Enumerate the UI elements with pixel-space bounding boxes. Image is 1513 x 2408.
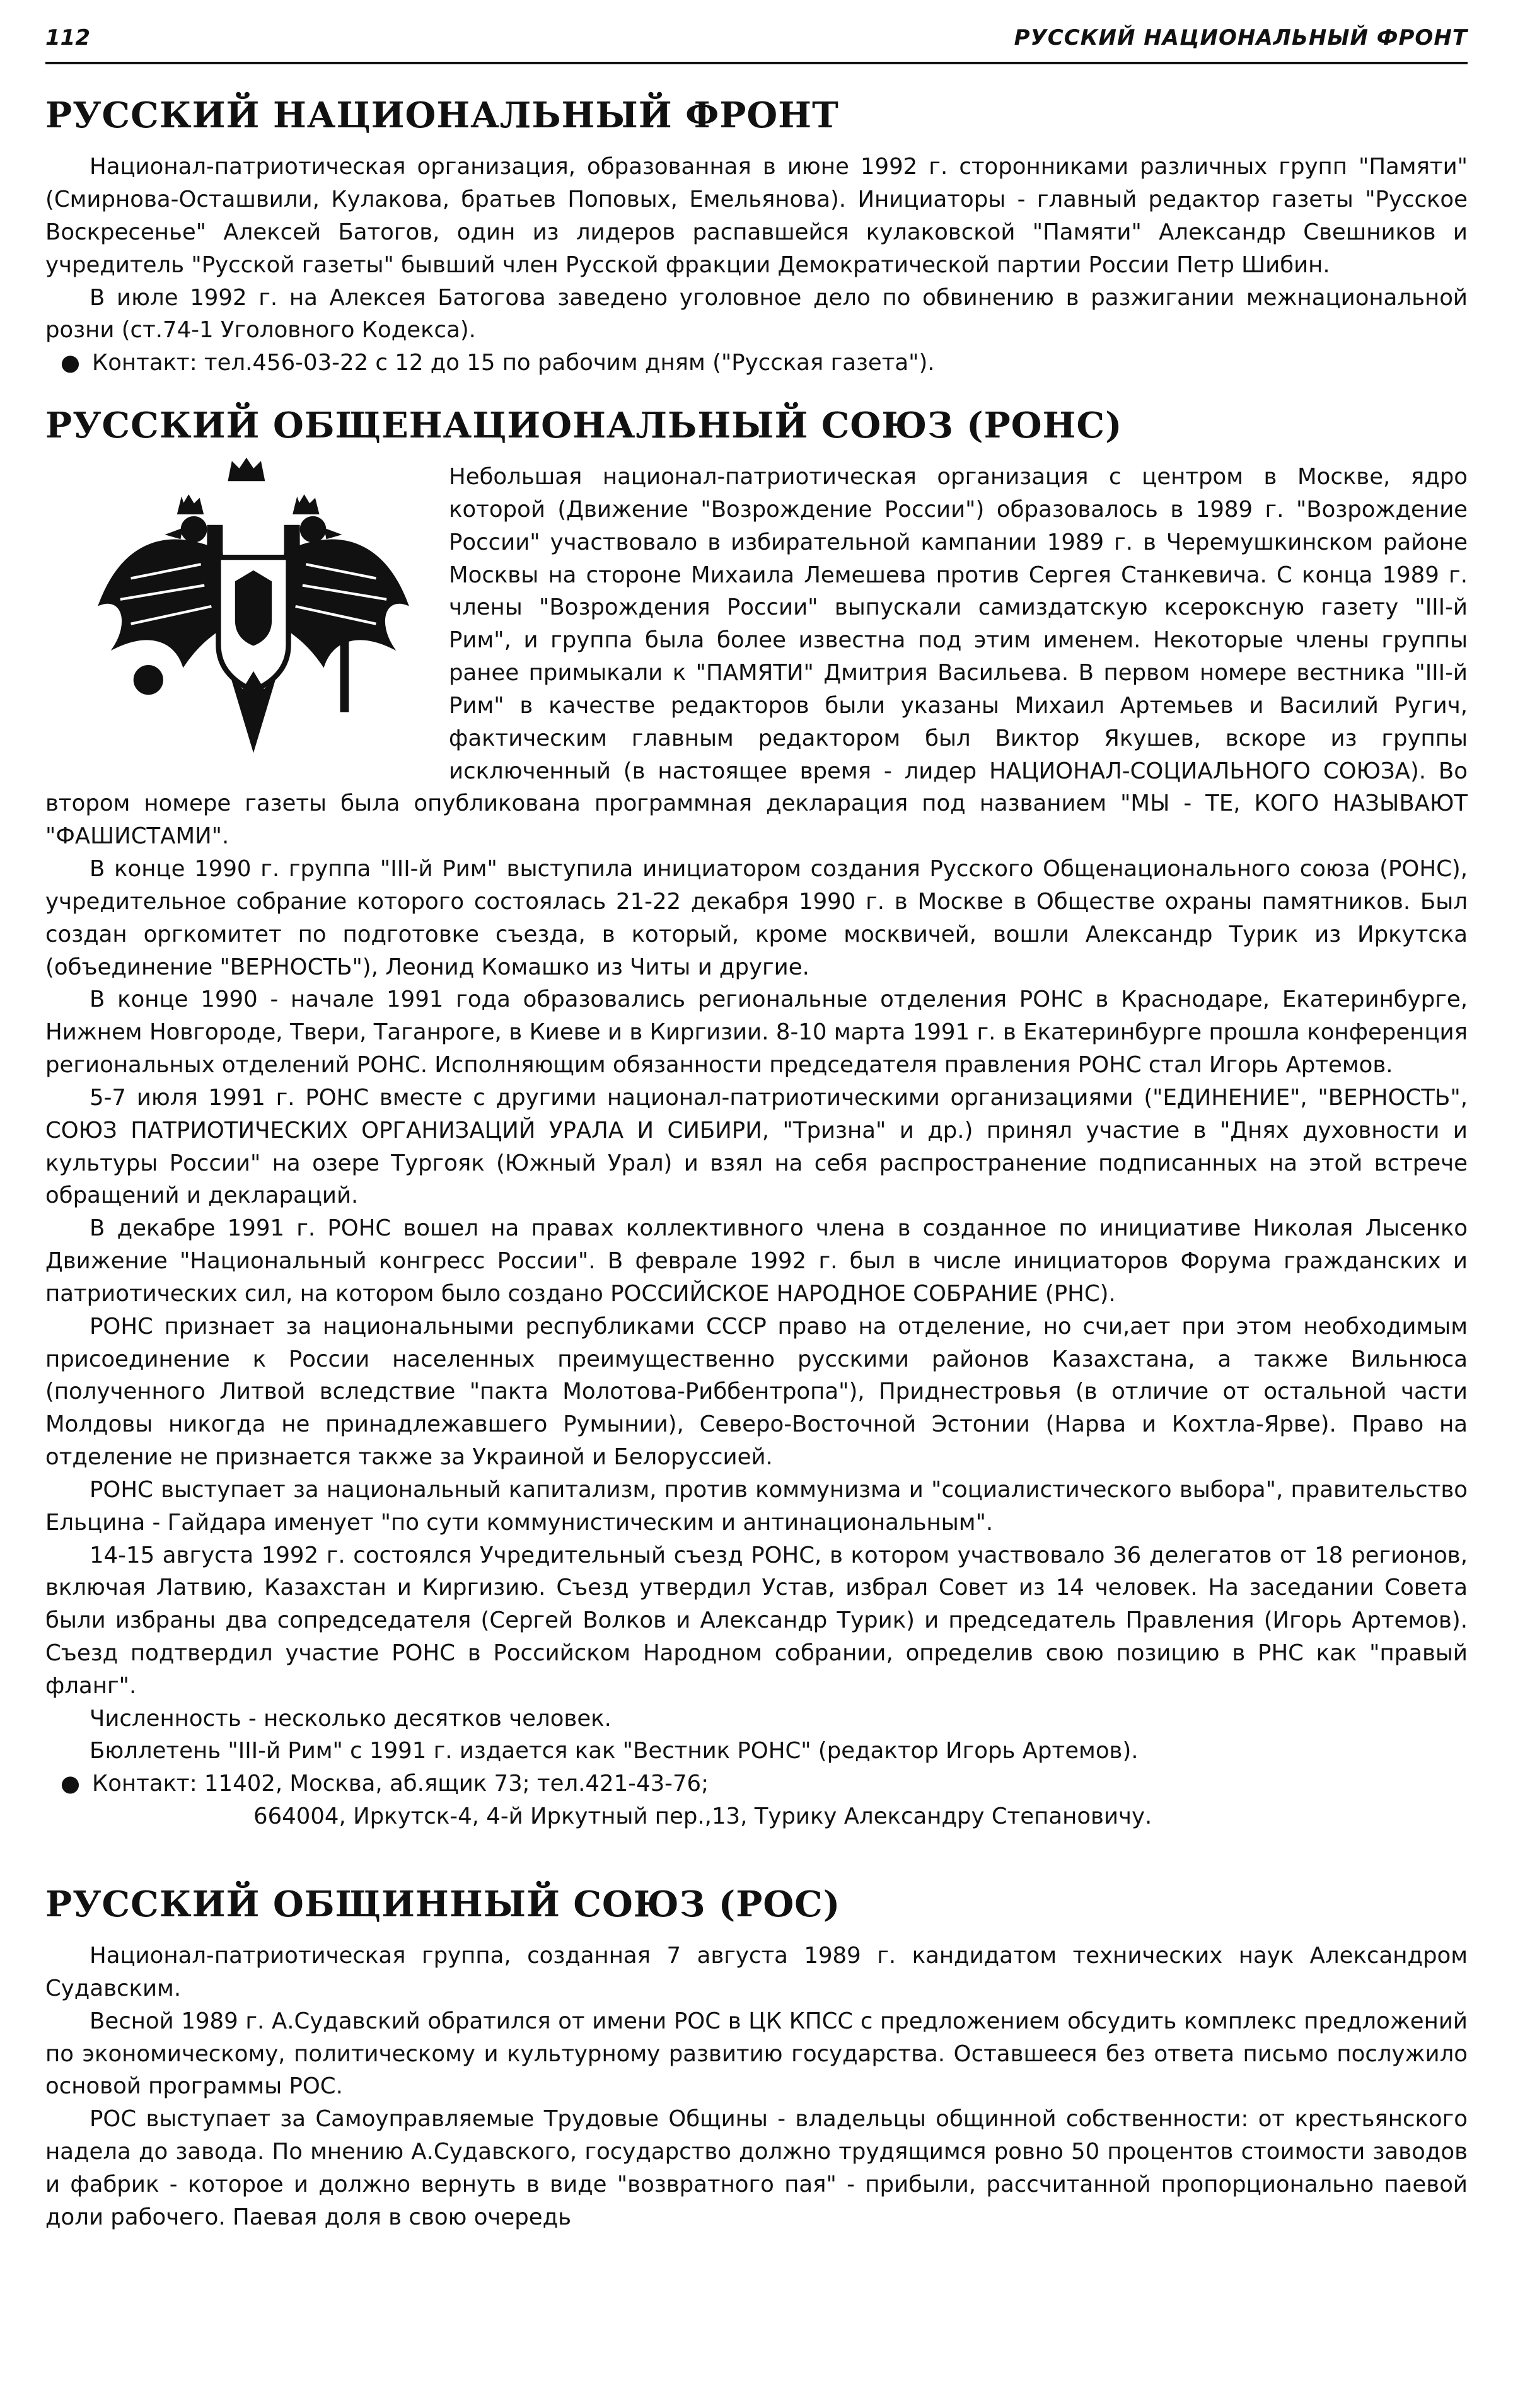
- paragraph: 14-15 августа 1992 г. состоялся Учредительный съезд РОНС, в котором участвовало 36 делегатов от 18 регионов, включая Латвию, Казахстан и Киргизию. Съезд утвердил Устав, избрал Совет из 14 человек. На заседании Совета были избраны два сопредседателя (Сергей Волков и Александр Турик) и председатель Правления (Игорь Артемов). Съезд подтвердил участие РОНС в Российском Народном собрании, определив свою позицию в РНС как "правый фланг".: [45, 1542, 1468, 1699]
- paragraph: В конце 1990 - начале 1991 года образовались региональные отделения РОНС в Краснодаре, Екатеринбурге, Нижнем Новгороде, Твери, Таганроге, в Киеве и в Киргизии. 8-10 марта 1991 г. в Екатеринбурге прошла конференция региональных отделений РОНС. Исполняющим обязанности председателя правления РОНС стал Игорь Артемов.: [45, 987, 1468, 1079]
- contact-line: [45, 1768, 1468, 1800]
- section-russian-all-national-union: [45, 405, 1468, 1833]
- contact-line: [45, 347, 1468, 379]
- paragraph: Численность - несколько десятков человек.: [90, 1705, 612, 1732]
- paragraph: Национал-патриотическая группа, созданная 7 августа 1989 г. кандидатом технических наук Александром Судавским.: [45, 1943, 1468, 2001]
- paragraph: В июле 1992 г. на Алексея Батогова заведено уголовное дело по обвинению в разжигании межнациональной розни (ст.74-1 Уголовного Кодекса).: [45, 284, 1468, 344]
- paragraph: Небольшая национал-патриотическая организация с центром в Москве, ядро которой (Движение "Возрождение России") образовалось в 1989 г. "Возрождение России" участвовало в избирательной кампании 1989 г. в Черемушкинском районе Москвы на стороне Михаила Лемешева против Сергея Станкевича. С конца 1989 г. члены "Возрождения России" выпускали самиздатскую ксероксную газету "III-й Рим", и группа была более известна под этим именем. Некоторые члены группы ранее примыкали к "ПАМЯТИ" Дмитрия Васильева. В первом номере вестника "III-й Рим" в качестве редакторов были указаны Михаил Артемьев и Василий Ругич, фактическим главным редактором был Виктор Якушев, вскоре из группы исключенный (в настоящее время - лидер НАЦИОНАЛ-СОЦИАЛЬНОГО СОЮЗА). Во втором номере газеты была опубликована программная декларация под названием "МЫ - ТЕ, КОГО НАЗЫВАЮТ "ФАШИСТАМИ".: [45, 464, 1468, 850]
- paragraph: Бюллетень "III-й Рим" с 1991 г. издается как "Вестник РОНС" (редактор Игорь Артемов).: [90, 1738, 1139, 1764]
- section-title: РУССКИЙ ОБЩИННЫЙ СОЮЗ (РОС): [45, 1883, 841, 1925]
- running-title: РУССКИЙ НАЦИОНАЛЬНЫЙ ФРОНТ: [1014, 25, 1468, 50]
- contact-text: Контакт: 11402, Москва, аб.ящик 73; тел.421-43-76;: [92, 1771, 709, 1797]
- paragraph: РОНС выступает за национальный капитализм, против коммунизма и "социалистического выбора", правительство Ельцина - Гайдара именует "по сути коммунистическим и антинациональным".: [45, 1476, 1468, 1536]
- contact-text: Контакт: тел.456-03-22 с 12 до 15 по рабочим дням ("Русская газета").: [92, 350, 935, 376]
- page-number: 112: [45, 25, 90, 50]
- paragraph: РОС выступает за Самоуправляемые Трудовые Общины - владельцы общинной собственности: от крестьянского надела до завода. По мнению А.Судавского, государство должно трудящимся ровно 50 процентов стоимости заводов и фабрик - которое и должно вернуть в виде "возвратного пая" - прибыли, рассчитанной пропорционально паевой доли рабочего. Паевая доля в свою очередь: [45, 2106, 1468, 2230]
- section-russian-national-front: [45, 95, 1468, 379]
- section-title: РУССКИЙ ОБЩЕНАЦИОНАЛЬНЫЙ СОЮЗ (РОНС): [45, 404, 1123, 446]
- spacer: [45, 1858, 1468, 1884]
- bullet-icon: ●: [61, 1771, 80, 1797]
- section-russian-community-union: [45, 1884, 1468, 2234]
- running-header: [45, 21, 1468, 64]
- contact-line-2: 664004, Иркутск-4, 4-й Иркутный пер.,13, Турику Александру Степановичу.: [253, 1803, 1152, 1830]
- paragraph: В декабре 1991 г. РОНС вошел на правах коллективного члена в созданное по инициативе Николая Лысенко Движение "Национальный конгресс России". В феврале 1992 г. был в числе инициаторов Форума гражданских и патриотических сил, на котором было создано РОССИЙСКОЕ НАРОДНОЕ СОБРАНИЕ (РНС).: [45, 1215, 1468, 1307]
- paragraph: Национал-патриотическая организация, образованная в июне 1992 г. сторонниками различных групп "Памяти" (Смирнова-Осташвили, Кулакова, братьев Поповых, Емельянова). Инициаторы - главный редактор газеты "Русское Воскресенье" Алексей Батогов, один из лидеров распавшейся кулаковской "Памяти" Александр Свешников и учредитель "Русской газеты" бывший член Русской фракции Демократической партии России Петр Шибин.: [45, 154, 1468, 278]
- paragraph: 5-7 июля 1991 г. РОНС вместе с другими национал-патриотическими организациями ("ЕДИНЕНИЕ", "ВЕРНОСТЬ", СОЮЗ ПАТРИОТИЧЕСКИХ ОРГАНИЗАЦИЙ УРАЛА И СИБИРИ, "Тризна" и др.) принял участие в "Днях духовности и культуры России" на озере Тургояк (Южный Урал) и взял на себя распространение подписанных на этой встрече обращений и деклараций.: [45, 1084, 1468, 1209]
- bullet-icon: ●: [61, 350, 80, 376]
- paragraph: Весной 1989 г. А.Судавский обратился от имени РОС в ЦК КПСС с предложением обсудить комплекс предложений по экономическому, политическому и культурному развитию государства. Оставшееся без ответа письмо послужило основой программы РОС.: [45, 2008, 1468, 2100]
- paragraph: РОНС признает за национальными республиками СССР право на отделение, но счи,ает при этом необходимым присоединение к России населенных преимущественно русскими районов Казахстана, а также Вильнюса (полученного Литвой вследствие "пакта Молотова-Риббентропа"), Приднестровья (в отличие от остальной части Молдовы никогда не принадлежавшего Румынии), Северо-Восточной Эстонии (Нарва и Кохтла-Ярве). Право на отделение не признается также за Украиной и Белоруссией.: [45, 1313, 1468, 1471]
- paragraph: В конце 1990 г. группа "III-й Рим" выступила инициатором создания Русского Общенационального союза (РОНС), учредительное собрание которого состоялась 21-22 декабря 1990 г. в Москве в Обществе охраны памятников. Был создан оргкомитет по подготовке съезда, в который, кроме москвичей, вошли Александр Турик из Иркутска (объединение "ВЕРНОСТЬ"), Леонид Комашко из Читы и другие.: [45, 856, 1468, 980]
- double-headed-eagle-emblem: [77, 456, 430, 771]
- section-title: РУССКИЙ НАЦИОНАЛЬНЫЙ ФРОНТ: [45, 95, 839, 136]
- page-content: [45, 95, 1468, 2259]
